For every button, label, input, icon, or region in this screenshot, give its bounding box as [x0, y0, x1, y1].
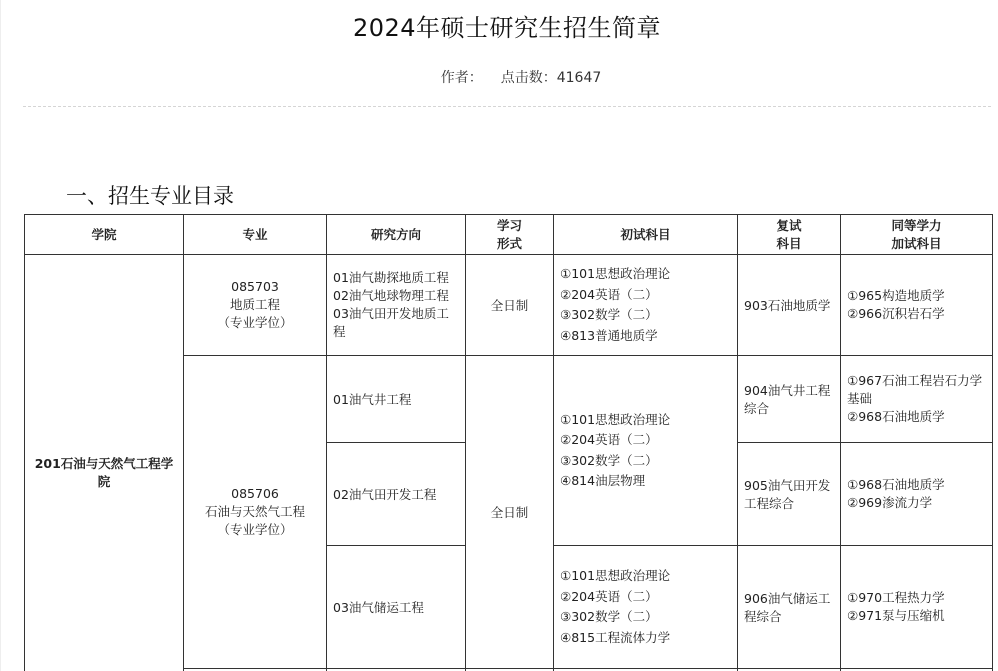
equivalent-cell: ①970工程热力学 ②971泵与压缩机	[841, 546, 993, 669]
direction-cell: 03油气储运工程	[327, 546, 466, 669]
retest-cell: 906油气储运工程综合	[738, 546, 841, 669]
header-initial-exam: 初试科目	[554, 215, 738, 255]
catalog-table	[24, 214, 993, 671]
retest-cell: 904油气井工程综合	[738, 356, 841, 443]
retest-cell: 903石油地质学	[738, 255, 841, 356]
exam-cell: ①101思想政治理论 ②204英语（二） ③302数学（二） ④815工程流体力学	[554, 546, 738, 669]
direction-cell: 01油气井工程	[327, 356, 466, 443]
direction-cell: 01油气勘探地质工程 02油气地球物理工程 03油气田开发地质工程	[327, 255, 466, 356]
header-study-mode: 学习 形式	[466, 215, 554, 255]
clicks-count: 41647	[556, 70, 602, 86]
header-equivalent: 同等学力 加试科目	[841, 215, 993, 255]
clicks-label: 点击数：	[500, 70, 557, 86]
author-label: 作者：	[440, 70, 483, 86]
header-college: 学院	[25, 215, 184, 255]
retest-cell: 905油气田开发工程综合	[738, 443, 841, 546]
divider	[23, 106, 991, 107]
college-cell: 201石油与天然气工程学院	[25, 255, 184, 671]
article-meta	[1, 67, 998, 87]
table-header-row	[25, 215, 993, 255]
page-title: 2024年硕士研究生招生简章	[352, 14, 662, 42]
table-row	[25, 255, 993, 356]
exam-cell: ①101思想政治理论 ②204英语（二） ③302数学（二） ④814油层物理	[554, 356, 738, 546]
exam-cell: ①101思想政治理论 ②204英语（二） ③302数学（二） ④813普通地质学	[554, 255, 738, 356]
equivalent-cell: ①967石油工程岩石力学基础 ②968石油地质学	[841, 356, 993, 443]
header-retest: 复试 科目	[738, 215, 841, 255]
section-heading: 一、招生专业目录	[66, 184, 234, 208]
direction-cell: 02油气田开发工程	[327, 443, 466, 546]
header-major: 专业	[184, 215, 327, 255]
study-mode-cell: 全日制	[466, 356, 554, 669]
major-cell: 085706 石油与天然气工程 （专业学位）	[184, 356, 327, 669]
major-cell: 085703 地质工程 （专业学位）	[184, 255, 327, 356]
equivalent-cell: ①968石油地质学 ②969渗流力学	[841, 443, 993, 546]
header-direction: 研究方向	[327, 215, 466, 255]
equivalent-cell: ①965构造地质学 ②966沉积岩石学	[841, 255, 993, 356]
study-mode-cell: 全日制	[466, 255, 554, 356]
